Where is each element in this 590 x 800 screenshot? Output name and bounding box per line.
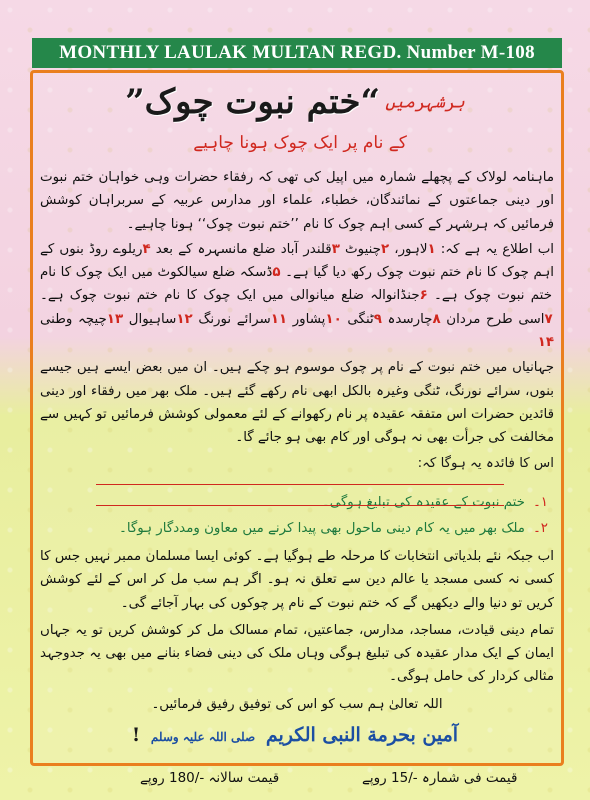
benefit-point-text: ختم نبوت کے عقیدہ کی تبلیغ ہوگی۔	[321, 495, 525, 510]
salutation-text: صلی اللہ علیہ وسلم	[150, 730, 256, 744]
benefit-point	[48, 490, 548, 516]
closing-prayer	[60, 724, 530, 746]
paragraph-4: اب جبکہ نئے بلدیاتی انتخابات کا مرحلہ طے ہوگیا ہے۔ کوئی ایسا مسلمان ممبر نہیں جس کا کسی نہ کسی مسجد یا عالم دین سے تعلق نہ ہو۔ اگر ہم سب مل کر اس کے لئے کوشش کریں تو دنیا والے دیکھیں گے کہ ختم نبوت کے نام پر چوکوں کی بہار آجائے گی۔	[40, 549, 554, 611]
city-text: ڈسکہ ضلع سیالکوٹ میں ایک چوک کا نام ختم نبوت چوک ہے۔	[40, 265, 553, 304]
benefit-question: اس کا فائدہ یہ ہوگا کہ:	[417, 455, 554, 471]
article-body	[40, 166, 554, 477]
annual-price: قیمت سالانہ -/180 روپے	[140, 770, 280, 786]
city-num: ۲	[380, 241, 390, 257]
single-issue-price: قیمت فی شمارہ -/15 روپے	[362, 770, 518, 786]
city-text: ساہیوال	[123, 311, 177, 327]
city-text: چارسدہ	[381, 311, 433, 327]
city-num: ۴	[142, 241, 151, 257]
city-text: پشاور	[287, 311, 326, 327]
city-text: چنیوٹ	[339, 241, 381, 257]
benefit-point-text: ملک بھر میں یہ کام دینی ماحول بھی پیدا کرنے میں معاون ومددگار ہوگا۔	[118, 521, 525, 536]
city-num: ۹	[373, 311, 382, 327]
closing-prayer-text: آمین بحرمة النبی الکریم	[265, 724, 459, 746]
benefit-points	[48, 490, 548, 542]
city-text: قلندر آباد ضلع مانسہرہ کے بعد	[150, 241, 332, 257]
city-num: ۵	[272, 265, 281, 281]
city-num: ۶	[419, 288, 428, 304]
headline-subtitle: کے نام پر ایک چوک ہونا چاہیے	[193, 133, 407, 153]
city-text: لاہور،	[389, 241, 428, 257]
city-num: ۱۱	[270, 311, 288, 327]
paragraph-2-intro: اب اطلاع یہ ہے کہ:	[435, 241, 555, 257]
city-text: جنڈانوالہ ضلع میانوالی میں ایک چوک کا نام ختم نبوت چوک ہے۔	[40, 288, 420, 304]
exclamation-mark: !	[131, 724, 141, 746]
city-num: ۸	[432, 311, 441, 327]
benefit-point-number: ۱۔	[532, 495, 548, 510]
divider-top	[96, 484, 504, 485]
benefit-point	[48, 516, 548, 542]
city-text: سرائے نورنگ	[192, 311, 271, 327]
city-num: ۱	[427, 241, 436, 257]
paragraph-3: جہانیاں میں ختم نبوت کے نام پر چوک موسوم ہو چکے ہیں۔ ان میں بعض ایسے ہیں جیسے بنوں، سرائے نورنگ، ٹنگی وغیرہ بالکل ابھی نام رکھے گئے ہیں۔ ملک بھر میں رفقاء اور دینی قائدین حضرات اس متفقہ عقیدہ پر نام رکھوانے کے لئے معمولی کوشش فرمائیں تو کہیں سے مخالفت کی جرأت بھی نہ ہوگی اور کام بھی ہو جائے گا۔	[40, 360, 554, 446]
paragraph-6: اللہ تعالیٰ ہم سب کو اس کی توفیق رفیق فرمائیں۔	[151, 696, 443, 712]
headline-title: “ختم نبوت چوک”	[125, 82, 381, 122]
city-text: اسی طرح مردان	[440, 311, 545, 327]
headline-prefix: ہرشہرمیں	[385, 92, 465, 113]
city-text: چیچہ وطنی	[40, 311, 107, 327]
city-num: ۱۳	[106, 311, 124, 327]
masthead-banner: MONTHLY LAULAK MULTAN REGD. Number M-108	[32, 38, 562, 68]
paragraph-5: تمام دینی قیادت، مساجد، مدارس، جماعتیں، تمام مسالک مل کر کوشش کریں تو یہ جہاں ایمان کے ایک مدار عقیدہ کی تبلیغ ہوگی وہاں ملک کی دینی فضاء بنانے میں بھی یہ جدوجہد مثالی کردار کی حامل ہوگی۔	[40, 622, 554, 685]
divider-bottom	[96, 505, 504, 506]
city-num: ۱۲	[176, 311, 193, 327]
city-num: ۳	[331, 241, 340, 257]
city-num: ۷	[544, 311, 553, 327]
city-text: ٹنگی	[341, 311, 374, 327]
paragraph-1: ماہنامہ لولاک کے پچھلے شمارہ میں اپیل کی تھی کہ رفقاء حضرات وہی خواہان ختم نبوت اور دینی جماعتوں کے نمائندگان، خطباء، علماء اور مدارس عربیہ کے سربراہان کوشش فرمائیں کہ ہرشہر کے کسی اہم چوک کا نام ’’ختم نبوت چوک‘‘ ہونا چاہیے۔	[40, 170, 554, 232]
article-body-continued	[40, 545, 554, 720]
city-text: ریلوے روڈ بنوں کے اہم چوک کا نام ختم نبوت چوک رکھ دیا گیا ہے۔	[40, 241, 554, 281]
city-num: ۱۰	[325, 311, 342, 327]
headline	[40, 82, 550, 122]
benefit-point-number: ۲۔	[532, 521, 548, 536]
paragraph-2	[40, 238, 554, 354]
city-num: ۱۴	[537, 335, 554, 351]
